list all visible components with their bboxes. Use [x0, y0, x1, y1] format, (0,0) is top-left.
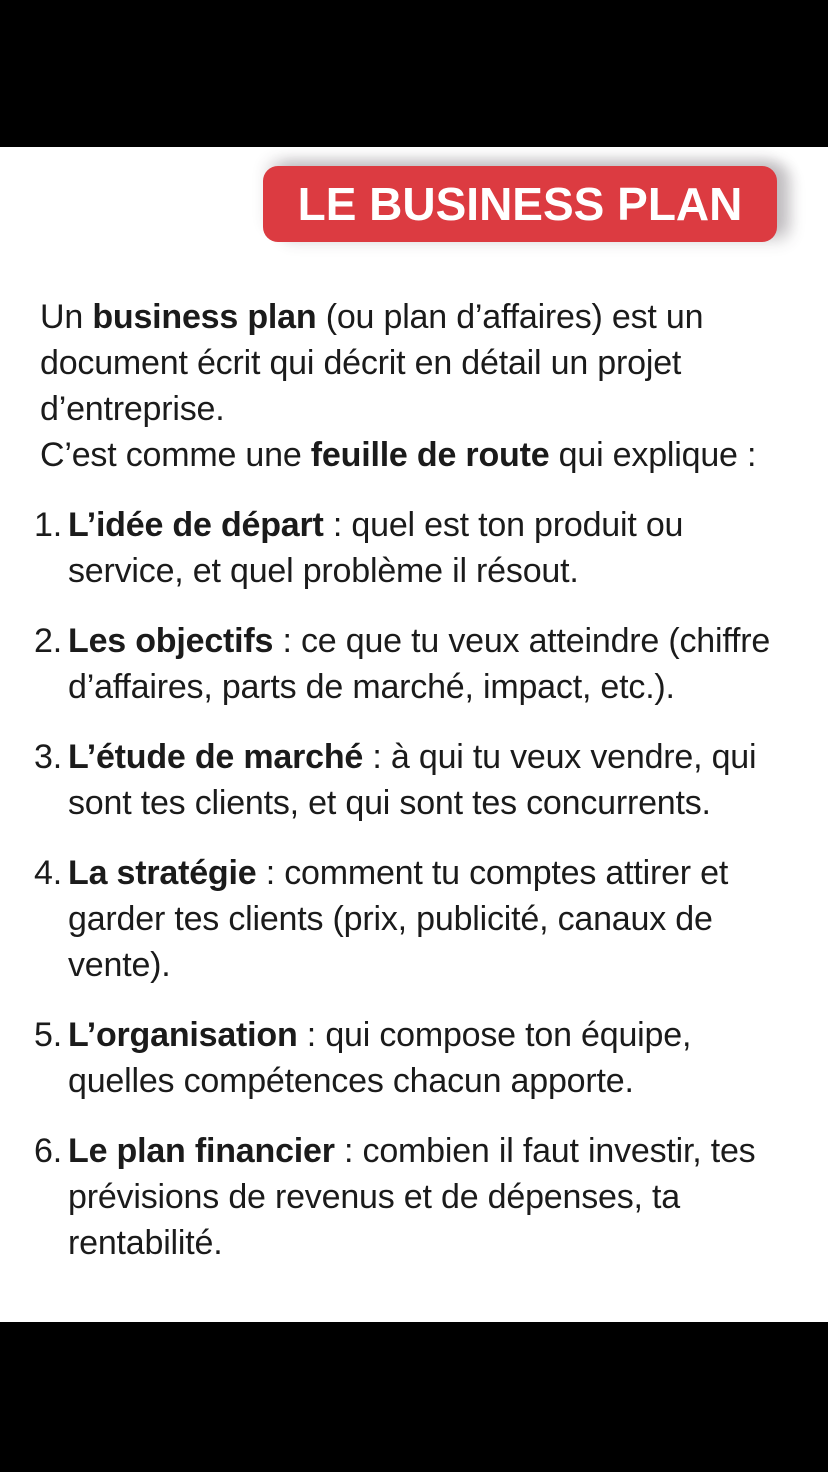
bottom-letterbox-bar: [0, 1322, 828, 1472]
list-item-lead: L’organisation: [68, 1016, 298, 1054]
list-item-text: [68, 1012, 786, 1104]
top-letterbox-bar: [0, 0, 828, 147]
intro-text-start: Un: [40, 298, 93, 336]
page-title: LE BUSINESS PLAN: [297, 178, 743, 230]
list-item-number: 5.: [34, 1016, 62, 1054]
list-item-number: 1.: [34, 506, 62, 544]
list-item-description: ce que tu veux atteindre (chiffre d’affaires, parts de marché, impact, etc.).: [68, 622, 771, 706]
list-item-separator: :: [297, 1016, 326, 1054]
roadmap-sentence: [40, 432, 792, 478]
list-item-text: [68, 502, 786, 594]
intro-paragraph: [40, 294, 792, 432]
list-item-text: [68, 1128, 786, 1266]
content-card: [0, 147, 828, 1322]
list-item-separator: :: [323, 506, 352, 544]
list-item-strategie: [0, 850, 828, 988]
list-item-plan-financier: [0, 1128, 828, 1266]
list-item-number: 2.: [34, 622, 62, 660]
intro-bold-business-plan: business plan: [92, 298, 317, 336]
list-item-description: combien il faut investir, tes prévisions de revenus et de dépenses, ta rentabilité.: [68, 1132, 756, 1262]
list-item-lead: L’étude de marché: [68, 738, 364, 776]
title-banner: [263, 166, 777, 242]
list-item-description: quel est ton produit ou service, et quel problème il résout.: [68, 506, 684, 590]
list-item-lead: Les objectifs: [68, 622, 274, 660]
roadmap-text-end: qui explique :: [549, 436, 757, 474]
list-item-separator: :: [273, 622, 301, 660]
list-item-idee-de-depart: [0, 502, 828, 594]
list-item-text: [68, 850, 786, 988]
list-item-etude-de-marche: [0, 734, 828, 826]
list-item-text: [68, 734, 786, 826]
list-item-lead: Le plan financier: [68, 1132, 335, 1170]
list-item-text: [68, 618, 786, 710]
list-item-description: qui compose ton équipe, quelles compétences chacun apporte.: [68, 1016, 692, 1100]
list-item-lead: L’idée de départ: [68, 506, 324, 544]
list-item-description: à qui tu veux vendre, qui sont tes clients, et qui sont tes concurrents.: [68, 738, 757, 822]
list-item-separator: :: [363, 738, 391, 776]
list-item-number: 3.: [34, 738, 62, 776]
intro-text-end: (ou plan d’affaires) est un document écrit qui décrit en détail un projet d’entreprise.: [40, 298, 704, 428]
list-item-description: comment tu comptes attirer et garder tes clients (prix, publicité, canaux de vente).: [68, 854, 729, 984]
roadmap-text-start: C’est comme une: [40, 436, 311, 474]
list-item-organisation: [0, 1012, 828, 1104]
roadmap-bold-feuille-de-route: feuille de route: [310, 436, 550, 474]
list-item-separator: :: [334, 1132, 363, 1170]
list-item-number: 6.: [34, 1132, 62, 1170]
list-item-separator: :: [256, 854, 285, 892]
list-item-number: 4.: [34, 854, 62, 892]
list-item-objectifs: [0, 618, 828, 710]
numbered-list: [0, 502, 828, 1266]
list-item-lead: La stratégie: [68, 854, 257, 892]
